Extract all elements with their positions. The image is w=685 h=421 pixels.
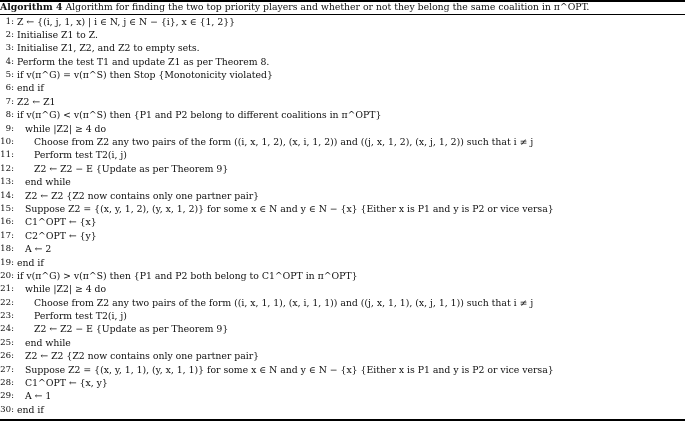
algorithm-line <box>0 216 685 229</box>
line-code: C2^OPT ← {y} <box>25 230 97 242</box>
algorithm-line <box>0 203 685 216</box>
algorithm-line <box>0 297 685 310</box>
line-code: Suppose Z2 = {(x, y, 1, 1), (y, x, 1, 1)} for some x ∈ N and y ∈ N − {x} {Either x is P1 and y is P2 or vice versa} <box>25 364 554 376</box>
algorithm-line <box>0 149 685 162</box>
line-number: 19: <box>0 257 14 268</box>
line-code: C1^OPT ← {x} <box>25 217 97 229</box>
line-number: 22: <box>0 297 14 308</box>
algorithm-label: Algorithm 4 <box>0 2 63 13</box>
line-number: 17: <box>0 230 14 241</box>
algorithm-line <box>0 163 685 176</box>
line-code: Choose from Z2 any two pairs of the form ((i, x, 1, 1), (x, i, 1, 1)) and ((j, x, 1, 1), (x, j, 1, 1)) such that i ≠ j <box>34 297 534 309</box>
line-code: end if <box>17 257 44 269</box>
algorithm-line <box>0 230 685 243</box>
line-code: Z2 ← Z2 {Z2 now contains only one partner pair} <box>25 351 260 363</box>
line-code: if v(π^G) < v(π^S) then {P1 and P2 belong to different coalitions in π^OPT} <box>17 110 382 122</box>
line-number: 16: <box>0 217 14 228</box>
line-number: 28: <box>0 378 14 389</box>
line-number: 9: <box>5 123 14 134</box>
line-code: while |Z2| ≥ 4 do <box>25 123 107 135</box>
bottom-rule <box>0 419 685 421</box>
algorithm-line <box>0 377 685 390</box>
algorithm-line <box>0 283 685 296</box>
line-code: end if <box>17 404 44 416</box>
algorithm-caption <box>0 2 589 14</box>
line-number: 8: <box>5 110 14 121</box>
line-number: 10: <box>0 137 14 148</box>
algorithm-line <box>0 364 685 377</box>
line-number: 4: <box>5 56 14 67</box>
algorithm-line <box>0 257 685 270</box>
line-number: 29: <box>0 391 14 402</box>
line-number: 15: <box>0 203 14 214</box>
line-code: Choose from Z2 any two pairs of the form ((i, x, 1, 2), (x, i, 1, 2)) and ((j, x, 1, 2), (x, j, 1, 2)) such that i ≠ j <box>34 137 534 149</box>
line-number: 1: <box>5 16 14 27</box>
algorithm-line <box>0 190 685 203</box>
line-code: while |Z2| ≥ 4 do <box>25 284 107 296</box>
algorithm-line <box>0 404 685 417</box>
line-number: 12: <box>0 163 14 174</box>
line-code: Perform test T2(i, j) <box>34 150 127 162</box>
algorithm-line <box>0 390 685 403</box>
line-number: 24: <box>0 324 14 335</box>
algorithm-line <box>0 16 685 29</box>
algorithm-line <box>0 270 685 283</box>
line-code: if v(π^G) > v(π^S) then {P1 and P2 both belong to C1^OPT in π^OPT} <box>17 270 358 282</box>
algorithm-caption-text: Algorithm for finding the two top priority players and whether or not they belong the same coalition in π^OPT. <box>65 2 590 13</box>
line-code: A ← 2 <box>25 244 52 256</box>
line-code: Z2 ← Z1 <box>17 96 56 108</box>
line-number: 20: <box>0 270 14 281</box>
algorithm-line <box>0 56 685 69</box>
line-code: Z2 ← Z2 − E {Update as per Theorem 9} <box>34 163 229 175</box>
line-code: Z2 ← Z2 {Z2 now contains only one partner pair} <box>25 190 260 202</box>
line-code: Initialise Z1, Z2, and Z2 to empty sets. <box>17 43 200 55</box>
algorithm-line <box>0 136 685 149</box>
line-code: A ← 1 <box>25 391 52 403</box>
line-code: Suppose Z2 = {(x, y, 1, 2), (y, x, 1, 2)} for some x ∈ N and y ∈ N − {x} {Either x is P1 and y is P2 or vice versa} <box>25 203 554 215</box>
algorithm-line <box>0 337 685 350</box>
line-number: 18: <box>0 244 14 255</box>
line-number: 2: <box>5 29 14 40</box>
algorithm-line <box>0 323 685 336</box>
line-code: C1^OPT ← {x, y} <box>25 378 108 390</box>
line-code: if v(π^G) = v(π^S) then Stop {Monotonicity violated} <box>17 70 273 82</box>
line-code: Z2 ← Z2 − E {Update as per Theorem 9} <box>34 324 229 336</box>
line-number: 26: <box>0 351 14 362</box>
line-number: 21: <box>0 284 14 295</box>
line-code: end while <box>25 177 71 189</box>
line-number: 30: <box>0 404 14 415</box>
algorithm-line <box>0 310 685 323</box>
line-code: end while <box>25 337 71 349</box>
algorithm-line <box>0 42 685 55</box>
algorithm-line <box>0 69 685 82</box>
line-number: 23: <box>0 311 14 322</box>
algorithm-line <box>0 243 685 256</box>
line-code: Initialise Z1 to Z. <box>17 29 98 41</box>
algorithm-line <box>0 82 685 95</box>
line-number: 5: <box>5 70 14 81</box>
algorithm-line <box>0 109 685 122</box>
line-number: 13: <box>0 177 14 188</box>
algorithm-line <box>0 350 685 363</box>
line-number: 11: <box>0 150 14 161</box>
algorithm-line <box>0 123 685 136</box>
line-number: 14: <box>0 190 14 201</box>
algorithm-line <box>0 96 685 109</box>
line-number: 7: <box>5 96 14 107</box>
line-number: 27: <box>0 364 14 375</box>
algorithm-line <box>0 176 685 189</box>
line-code: Perform test T2(i, j) <box>34 311 127 323</box>
line-code: Perform the test T1 and update Z1 as per Theorem 8. <box>17 56 270 68</box>
line-number: 3: <box>5 43 14 54</box>
line-number: 25: <box>0 337 14 348</box>
line-code: end if <box>17 83 44 95</box>
line-number: 6: <box>5 83 14 94</box>
algorithm-line <box>0 29 685 42</box>
line-code: Z ← {(i, j, 1, x) | i ∈ N, j ∈ N − {i}, x ∈ {1, 2}} <box>17 16 236 28</box>
algorithm-lines <box>0 16 685 418</box>
